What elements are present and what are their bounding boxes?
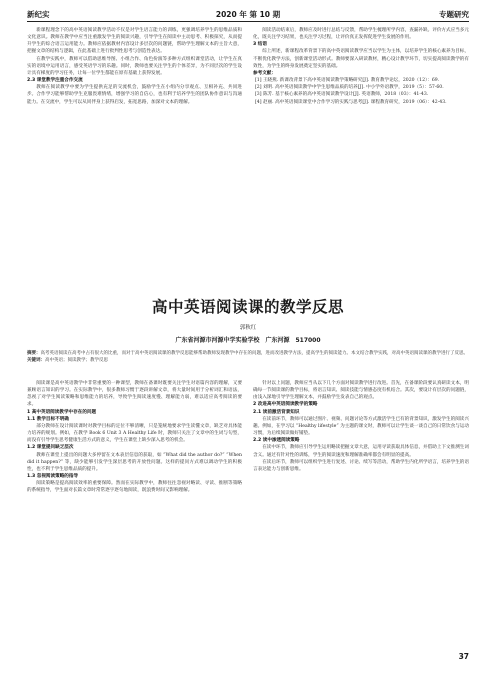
paragraph: 阅读课是高中英语教学中非常重要的一种课型，教师在备课时既要关注学生对语篇内容的理解，又要兼顾语言知识的学习。在实际教学中，很多教师习惯于逐段讲解文章，将大量时间用于分析词汇和语法，忽视了对学生阅读策略和思维能力的培养，导致学生阅读速度慢、理解能力弱，难以适应高考阅读的要求。 [27, 381, 242, 408]
section-heading: 2 改进高中英语阅读教学的策略 [253, 402, 318, 408]
section-heading: 2.2 读中渗透阅读策略 [253, 438, 300, 444]
paragraph: 综上所述，新课程改革背景下的高中英语阅读教学应当以学生为主体，以培养学生的核心素养为目标，不断优化教学方法，创新课堂活动形式。教师要深入研读教材，精心设计教学环节，切实提高阅读教学的有效性，为学生的终身发展奠定坚实的基础。 [253, 49, 469, 69]
abstract-text: 高考英语阅读在高考中占有很大的比重，而对于高中英语阅读课的教学反思能够帮助教师发现教学中存在的问题，进而改进教学方法，提高学生的阅读能力。本文结合教学实践，对高中英语阅读课的教学进行了反思。 [40, 351, 468, 356]
paragraph: 针对以上问题，教师应当从以下几个方面对阅读教学进行改进。首先，在备课阶段要认真研读文本，明确每一节阅读课的教学目标，将语言知识、阅读技能与情感态度有机结合。其次，要设计有层次的问题链，由浅入深地引导学生理解文本，并鼓励学生发表自己的观点。 [253, 381, 469, 401]
article-author: 郭秋红 [239, 325, 257, 331]
paragraph: 教师在课堂上提出的问题大多停留在文本表层信息的获取，如 “What did the author do?” “When did it happen?” 等，缺少能够引发学生深层思考的开放性问题。这样的提问方式难以调动学生的积极性，也不利于学生思维品质的提升。 [27, 452, 242, 472]
reference-item: [2] 刘明. 高中英语阅读教学中学生思维品质的培养[J]. 中小学外语教学，2019（5）：57-60. [255, 85, 444, 91]
section-label: 专题研究 [439, 10, 469, 19]
paragraph: 在读中环节，教师应引导学生运用略读把握文章大意，运用寻读获取具体信息，并借助上下文推测生词含义。通过有针对性的训练，学生的阅读速度和理解准确率都会有明显的提高。 [253, 445, 469, 458]
keywords-text: 高中英语；阅读教学；教学反思 [45, 358, 108, 363]
article-left-column [27, 380, 242, 648]
paragraph: 教师在阅读教学中要为学生提供充足的交流机会，鼓励学生在小组内分享观点、互相补充、共同进步。合作学习能够帮助学生克服畏难情绪，增强学习的自信心，也有利于培养学生的团队协作意识与沟通能力。在交流中，学生可以从同伴身上获得启发，拓宽思路，加深对文本的理解。 [27, 85, 242, 105]
page-number: 37 [458, 652, 469, 661]
section-heading: 1.1 教学目标不明确 [27, 416, 69, 422]
header-rule [27, 21, 469, 22]
section-heading: 1 高中英语阅读教学中存在的问题 [27, 409, 97, 415]
article-title: 高中英语阅读课的教学反思 [151, 298, 344, 316]
reference-item: [1] 王晓燕. 新课改背景下高中英语阅读教学策略研究[J]. 教育教学论坛，2020（12）：69. [255, 78, 440, 84]
article-right-column [253, 380, 469, 620]
paragraph: 在读前环节，教师可以通过图片、视频、问题讨论等方式激活学生已有的背景知识，激发学生的阅读兴趣。例如，在学习以 “Healthy lifestyle” 为主题的课文时，教师可以让学生谈一谈自己的日常饮食与运动习惯，为后续阅读做好铺垫。 [253, 416, 469, 437]
previous-article-left-column [27, 27, 242, 294]
keywords-label: 关键词： [27, 358, 45, 363]
section-heading: 2.1 读前激活背景知识 [253, 409, 300, 415]
section-heading: 3 结语 [253, 42, 267, 48]
previous-article-right-column [253, 27, 469, 294]
reference-item: [4] 赵丽. 高中英语阅读课堂中合作学习的实践与思考[J]. 课程教育研究，2019（06）：42-43. [255, 99, 447, 105]
paragraph: 阅读活动结束后，教师应及时进行总结与反馈，帮助学生梳理所学内容，查漏补缺。评价方式应当多元化，既关注学习结果，也关注学习过程，让评价真正发挥促进学生发展的作用。 [253, 28, 469, 41]
section-heading: 1.3 忽视阅读策略的指导 [27, 474, 79, 480]
reference-item: [3] 陈芳. 基于核心素养的高中英语阅读教学设计[J]. 英语教师，2018（03）：41-43. [255, 92, 429, 98]
paragraph: 新课程理念下的高中英语阅读教学活动不仅是对学生语言能力的训练，更强调培养学生的思维品质和文化意识。教师在教学中应当注重激发学生的阅读兴趣，引导学生在阅读中主动思考、积极探究，从而提升学生的综合语言运用能力。教师应依据教材内容设计多层次的问题链，帮助学生理解文本的主旨大意，把握文章的结构与逻辑，在此基础上进行批判性思考与创造性表达。 [27, 28, 242, 55]
page-header [27, 7, 469, 21]
article-affiliation: 广东省河源市河源中学实验学校 广东河源 517000 [175, 337, 321, 344]
paragraph: 部分教师在设计阅读课时对教学目标的定位不够清晰，只是笼统地要求学生读懂文章，缺乏对具体能力培养的规划。例如，在教学 Book 6 Unit 3 A Healthy Life 时，教师只关注了文章中的生词与句型，而没有引导学生思考健康生活方式的意义，学生在课堂上缺少深入思考的机会。 [27, 423, 242, 444]
journal-name: 新纪实 [27, 10, 50, 19]
section-heading: 参考文献： [253, 70, 276, 76]
abstract-label: 摘要： [27, 351, 41, 356]
paragraph: 阅读策略是提高阅读效率的重要保障。然而在实际教学中，教师往往忽视对略读、寻读、推断等策略的系统指导，学生面对长篇文章时常常逐字逐句地阅读，既浪费时间又影响理解。 [27, 481, 242, 494]
abstract-block [27, 350, 469, 364]
issue-label: 2020 年 第 10 期 [215, 10, 281, 19]
section-heading: 1.2 课堂提问缺乏层次 [27, 445, 74, 451]
paragraph: 在读后环节，教师可以组织学生进行复述、讨论、续写等活动，帮助学生内化所学语言，培养学生的语言表达能力与创新思维。 [253, 459, 469, 472]
paragraph: 在教学实践中，教师可以借助思维导图、小组合作、角色扮演等多种方式组织课堂活动，让学生在真实的语境中运用语言，感受英语学习的乐趣。同时，教师也要关注学生的个体差异，为不同层次的学生设计具有梯度的学习任务，让每一位学生都能在原有基础上获得发展。 [27, 56, 242, 76]
section-heading: 2.3 课堂教学注重合作交流 [27, 78, 83, 84]
